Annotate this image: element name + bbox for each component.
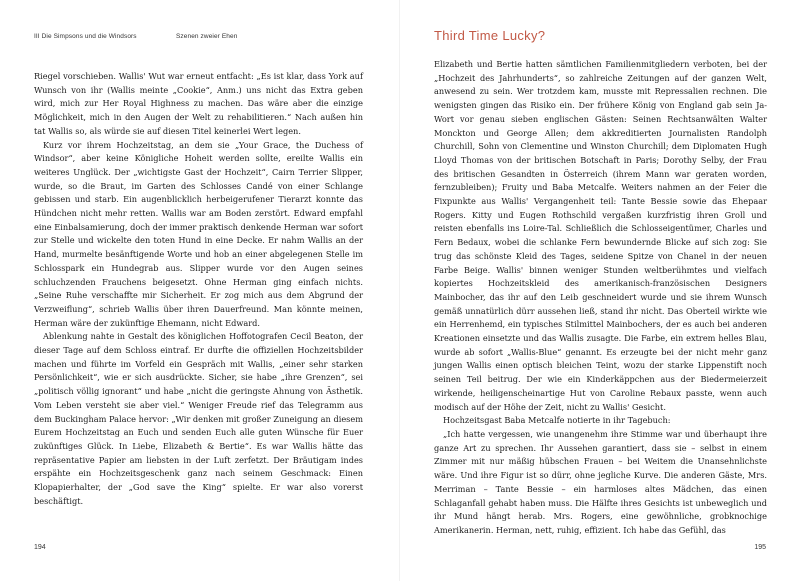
page-number-left: 194: [34, 544, 46, 551]
page-number-right: 195: [754, 544, 766, 551]
paragraph: Riegel vorschieben. Wallis' Wut war erneut entfacht: „Es ist klar, dass York auf Wunsch von ihr (Wallis meinte „Cookie“, Anm.) uns nicht das Extra geben wird, mich zur Her Royal Highness zu machen. Das wäre aber die einzige Möglichkeit, mich in den Augen der Welt zu rehabilitieren.“ Nach außen hin tat Wallis so, als würde sie auf diesen Titel keinerlei Wert legen.: [34, 71, 363, 136]
paragraph: Kurz vor ihrem Hochzeitstag, an dem sie „Your Grace, the Duchess of Windsor“, aber keine Königliche Hoheit werden sollte, ereilte Wallis ein weiteres Unglück. Der „wichtigste Gast der Hochzeit“, Cairn Terrier Slipper, wurde, so die Braut, im Garten des Schlosses Candé von einer Schlange gebissen und starb. Ein augenblicklich herbeigerufener Tierarzt konnte das Hündchen nicht mehr retten. Wallis war am Boden zerstört. Edward empfahl eine Einbalsamierung, doch der immer praktisch denkende Herman war sofort zur Stelle und wickelte den toten Hund in eine Decke. Er nahm Wallis an der Hand, murmelte besänftigende Worte und hob an einer abgelegenen Stelle im Schlosspark ein Hundegrab aus. Slipper wurde vor den Augen seines schluchzenden Frauchens beigesetzt. Ohne Herman ging einfach nichts. „Seine Ruhe verschaffte mir Sicherheit. Er zog mich aus dem Abgrund der Verzweiflung“, schrieb Wallis über ihren Dauerfreund. Man könnte meinen, Herman wäre der zukünftige Ehemann, nicht Edward.: [34, 139, 363, 328]
paragraph: Elizabeth und Bertie hatten sämtlichen Familienmitgliedern verboten, bei der „Hochzeit des Jahrhunderts“, so zahlreiche Zeitungen auf der ganzen Welt, anwesend zu sein. Wer trotzdem kam, musste mit Repressalien rechnen. Die wenigsten gingen das Risiko ein. Der frühere König von England gab sein Ja-Wort vor genau sieben englischen Gästen: Seinen Rechtsanwälten Walter Monckton und George Allen; dem akkreditierten Journalisten Randolph Churchill, Sohn von Clementine und Winston Churchill; dem Diplomaten Hugh Lloyd Thomas von der britischen Botschaft in Paris; Dorothy Selby, der Frau des britischen Gesandten in Österreich (ihrem Mann war geraten worden, fernzubleiben); Fruity und Baba Metcalfe. Weiters nahmen an der Feier die Fixpunkte aus Wallis' Vergangenheit teil: Tante Bessie sowie das Ehepaar Rogers. Kitty und Eugen Rothschild vergaßen kurzfristig ihren Groll und reisten ebenfalls ins Loire-Tal. Schließlich die Schlosseigentümer, Charles und Fern Bedaux, wobei die schlanke Fern bewundernde Blicke auf sich zog: Sie trug das schönste Kleid des Tages, seidene Spitze von Chanel in der neuen Farbe Beige. Wallis' binnen weniger Stunden weltberühmtes und vielfach kopiertes Hochzeitskleid des amerikanisch-französischen Designers Mainbocher, das ihr auf den Leib geschneidert wurde und sie ihrem Wunsch gemäß unnatürlich dürr aussehen ließ, stand ihr nicht. Das Oberteil wirkte wie ein Herrenhemd, ein typisches Stilmittel Mainbochers, der es auch bei anderen Kreationen einsetzte und das Wallis zusagte. Die Farbe, ein extrem helles Blau, wurde ab sofort „Wallis-Blue“ genannt. Es erzeugte bei der nicht mehr ganz jungen Wallis einen optisch bleichen Teint, wozu der starke Lippenstift noch seinen Teil beitrug. Der wie ein Kinderkäppchen aus der Biedermeierzeit wirkende, heiligenscheinartige Hut von Caroline Rebaux passte, wenn auch modisch auf der Höhe der Zeit, nicht zu Wallis' Gesicht.: [434, 59, 767, 412]
paragraph: Hochzeitsgast Baba Metcalfe notierte in ihr Tagebuch:: [443, 415, 671, 426]
paragraph: „Ich hatte vergessen, wie unangenehm ihre Stimme war und überhaupt ihre ganze Art zu sprechen. Ihr Aussehen garantiert, dass sie – selbst in einem Zimmer mit nur mäßig hübschen Frauen – bei Weitem die Unansehnlichste wäre. Und ihre Figur ist so dürr, ohne jegliche Kurve. Die anderen Gäste, Mrs. Merriman – Tante Bessie – ein harmloses altes Mädchen, das einen Schlaganfall gehabt haben muss. Die Hälfte ihres Gesichts ist unbeweglich und ihr Mund hängt herab. Mrs. Rogers, eine gewöhnliche, grobknochige Amerikanerin. Herman, nett, ruhig, effizient. Ich habe das Gefühl, das: [434, 428, 767, 535]
paragraph: Ablenkung nahte in Gestalt des königlichen Hoffotografen Cecil Beaton, der dieser Tage auf dem Schloss eintraf. Er durfte die offiziellen Hochzeitsbilder machen und führte im Vorfeld ein Gespräch mit Wallis, „einer sehr starken Persönlichkeit“, wie er sich ausdrückte. Sicher, sie habe „ihre Grenzen“, sei „politisch völlig ignorant“ und habe „nicht die geringste Ahnung von Ästhetik. Vom Leben versteht sie aber viel.“ Weniger Freude rief das Telegramm aus dem Buckingham Palace hervor: „Wir denken mit großer Zuneigung an diesem Eurem Hochzeitstag an Euch und senden Euch alle guten Wünsche für Euer zukünftiges Glück. In Liebe, Elizabeth & Bertie“. Es war Wallis hätte das repräsentative Papier am liebsten in der Luft zerfetzt. Der Bräutigam indes erspähte ein Hochzeitsgeschenk ganz nach seinem Geschmack: Einen Klopapierhalter, der „God save the King“ spielte. Er war also vorerst beschäftigt.: [34, 331, 363, 506]
right-page: [400, 0, 800, 581]
running-head-section: III Die Simpsons und die Windsors: [34, 33, 137, 40]
right-body-text: [434, 58, 767, 538]
chapter-title: Third Time Lucky?: [434, 28, 546, 43]
running-head-chapter: Szenen zweier Ehen: [176, 33, 238, 40]
left-body-text: [34, 70, 363, 509]
